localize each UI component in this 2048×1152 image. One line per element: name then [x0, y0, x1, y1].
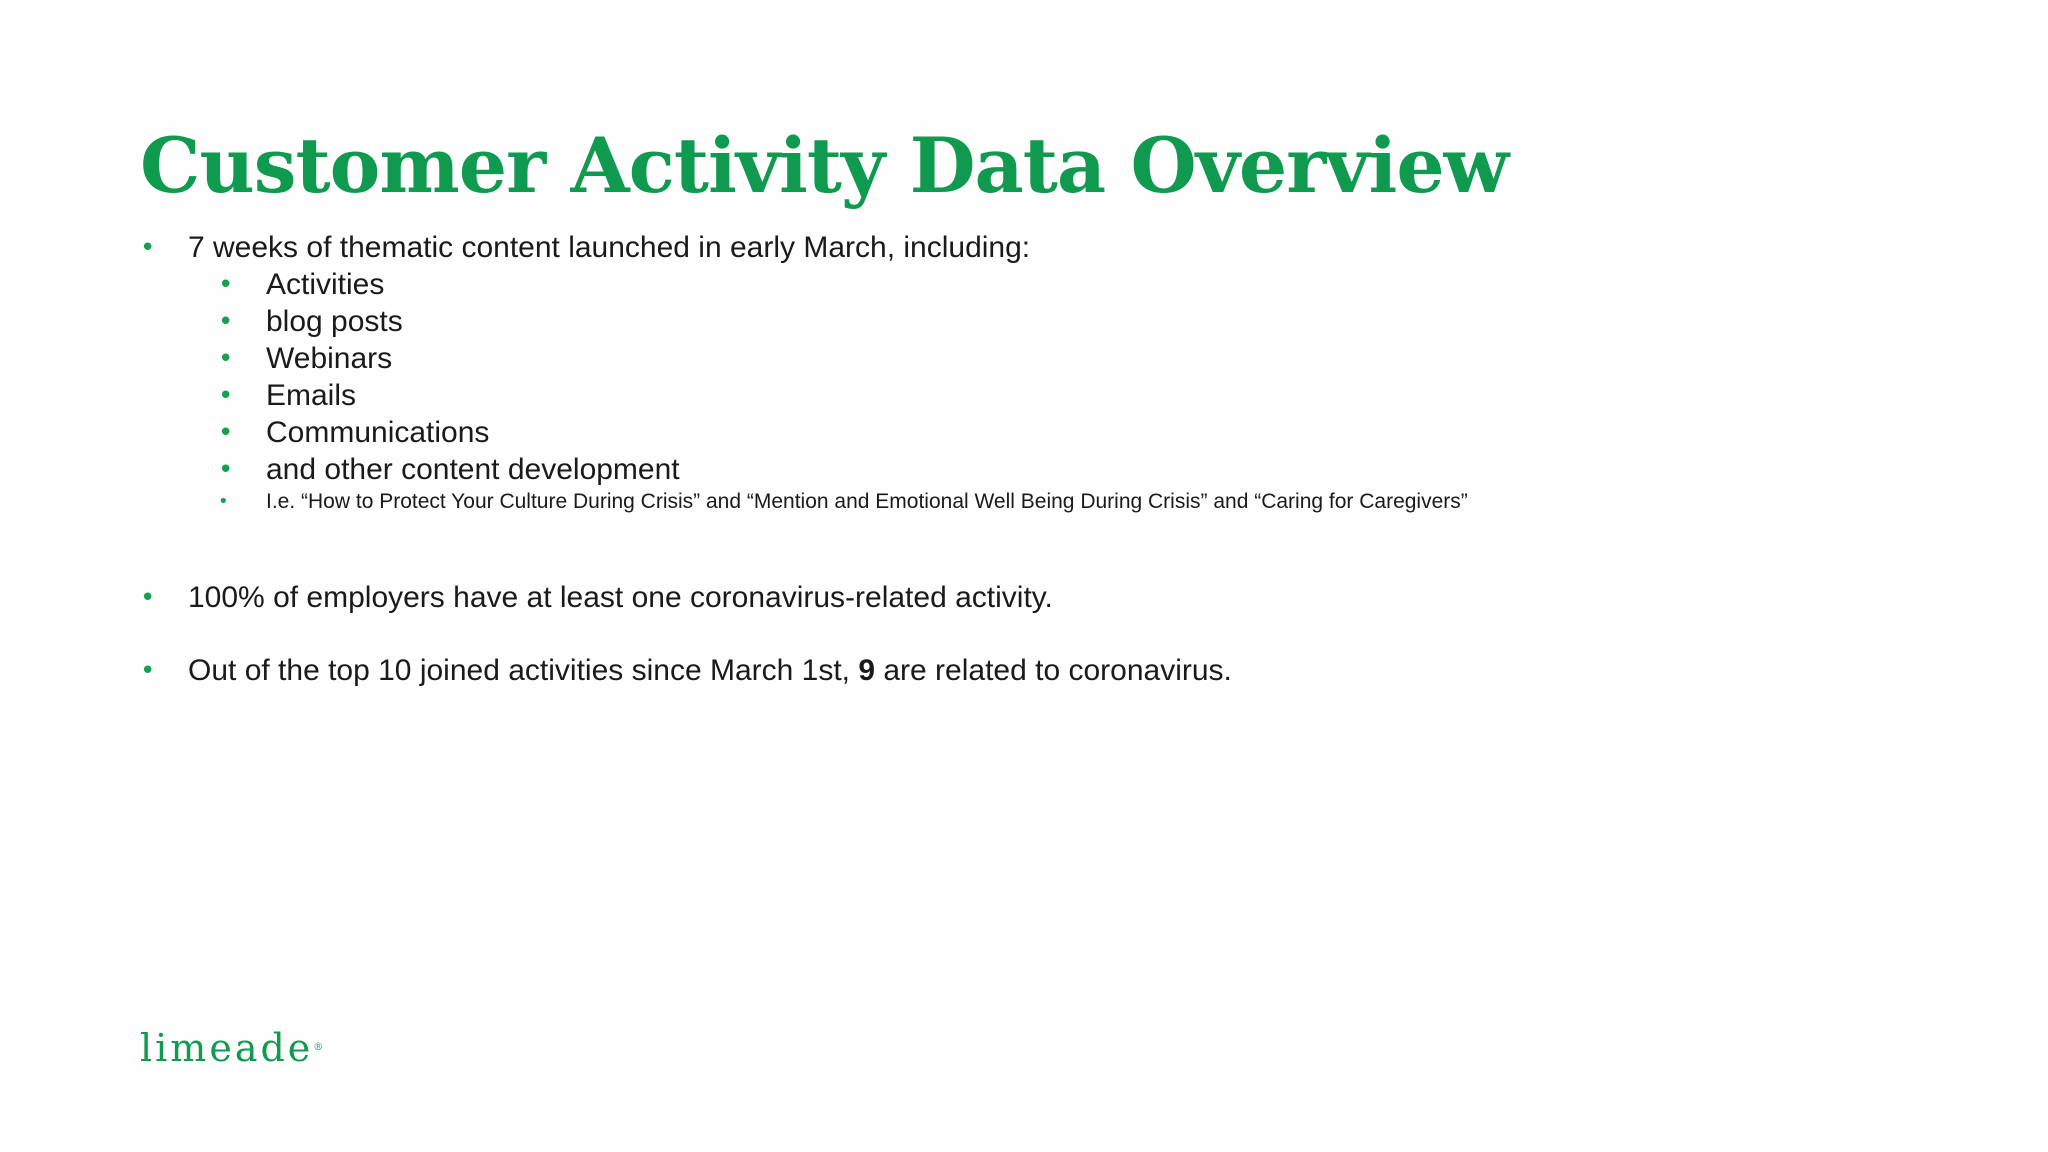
bullet-dot-icon: •: [140, 583, 156, 613]
bullet-dot-icon: •: [140, 656, 156, 686]
bullet-dot-icon: •: [218, 270, 234, 300]
sub-bullet-text: I.e. “How to Protect Your Culture During Crisis” and “Mention and Emotional Well Being During Crisis” and “Caring for Caregivers”: [266, 490, 1468, 513]
sub-bullet-text: Communications: [266, 416, 490, 449]
sub-bullet-text: and other content development: [266, 453, 680, 486]
bullet-dot-icon: •: [140, 233, 156, 263]
bullet-text: [188, 653, 1232, 689]
bold-count: 9: [858, 654, 876, 687]
sub-bullet-text: Activities: [266, 268, 385, 301]
bullet-dot-icon: •: [218, 418, 234, 448]
sub-bullet-text: blog posts: [266, 305, 403, 338]
slide-title: Customer Activity Data Overview: [140, 121, 1509, 210]
bullet-dot-icon: •: [218, 344, 234, 374]
bullet-text-after: are related to coronavirus.: [875, 654, 1232, 687]
bullet-dot-icon: •: [218, 307, 234, 337]
bullet-text: 100% of employers have at least one coronavirus-related activity.: [188, 581, 1053, 614]
bullet-text-before: Out of the top 10 joined activities since March 1st,: [188, 654, 859, 687]
bullet-dot-icon: •: [218, 381, 234, 411]
registered-mark-icon: ®: [313, 1042, 324, 1053]
logo-wordmark: limeade: [140, 1026, 314, 1070]
limeade-logo: [140, 1026, 323, 1070]
sub-bullet-text: Emails: [266, 379, 357, 412]
bullet-text: 7 weeks of thematic content launched in early March, including:: [188, 231, 1031, 264]
bullet-dot-icon: •: [218, 491, 229, 512]
bullet-dot-icon: •: [218, 455, 234, 485]
sub-bullet-text: Webinars: [266, 342, 393, 375]
